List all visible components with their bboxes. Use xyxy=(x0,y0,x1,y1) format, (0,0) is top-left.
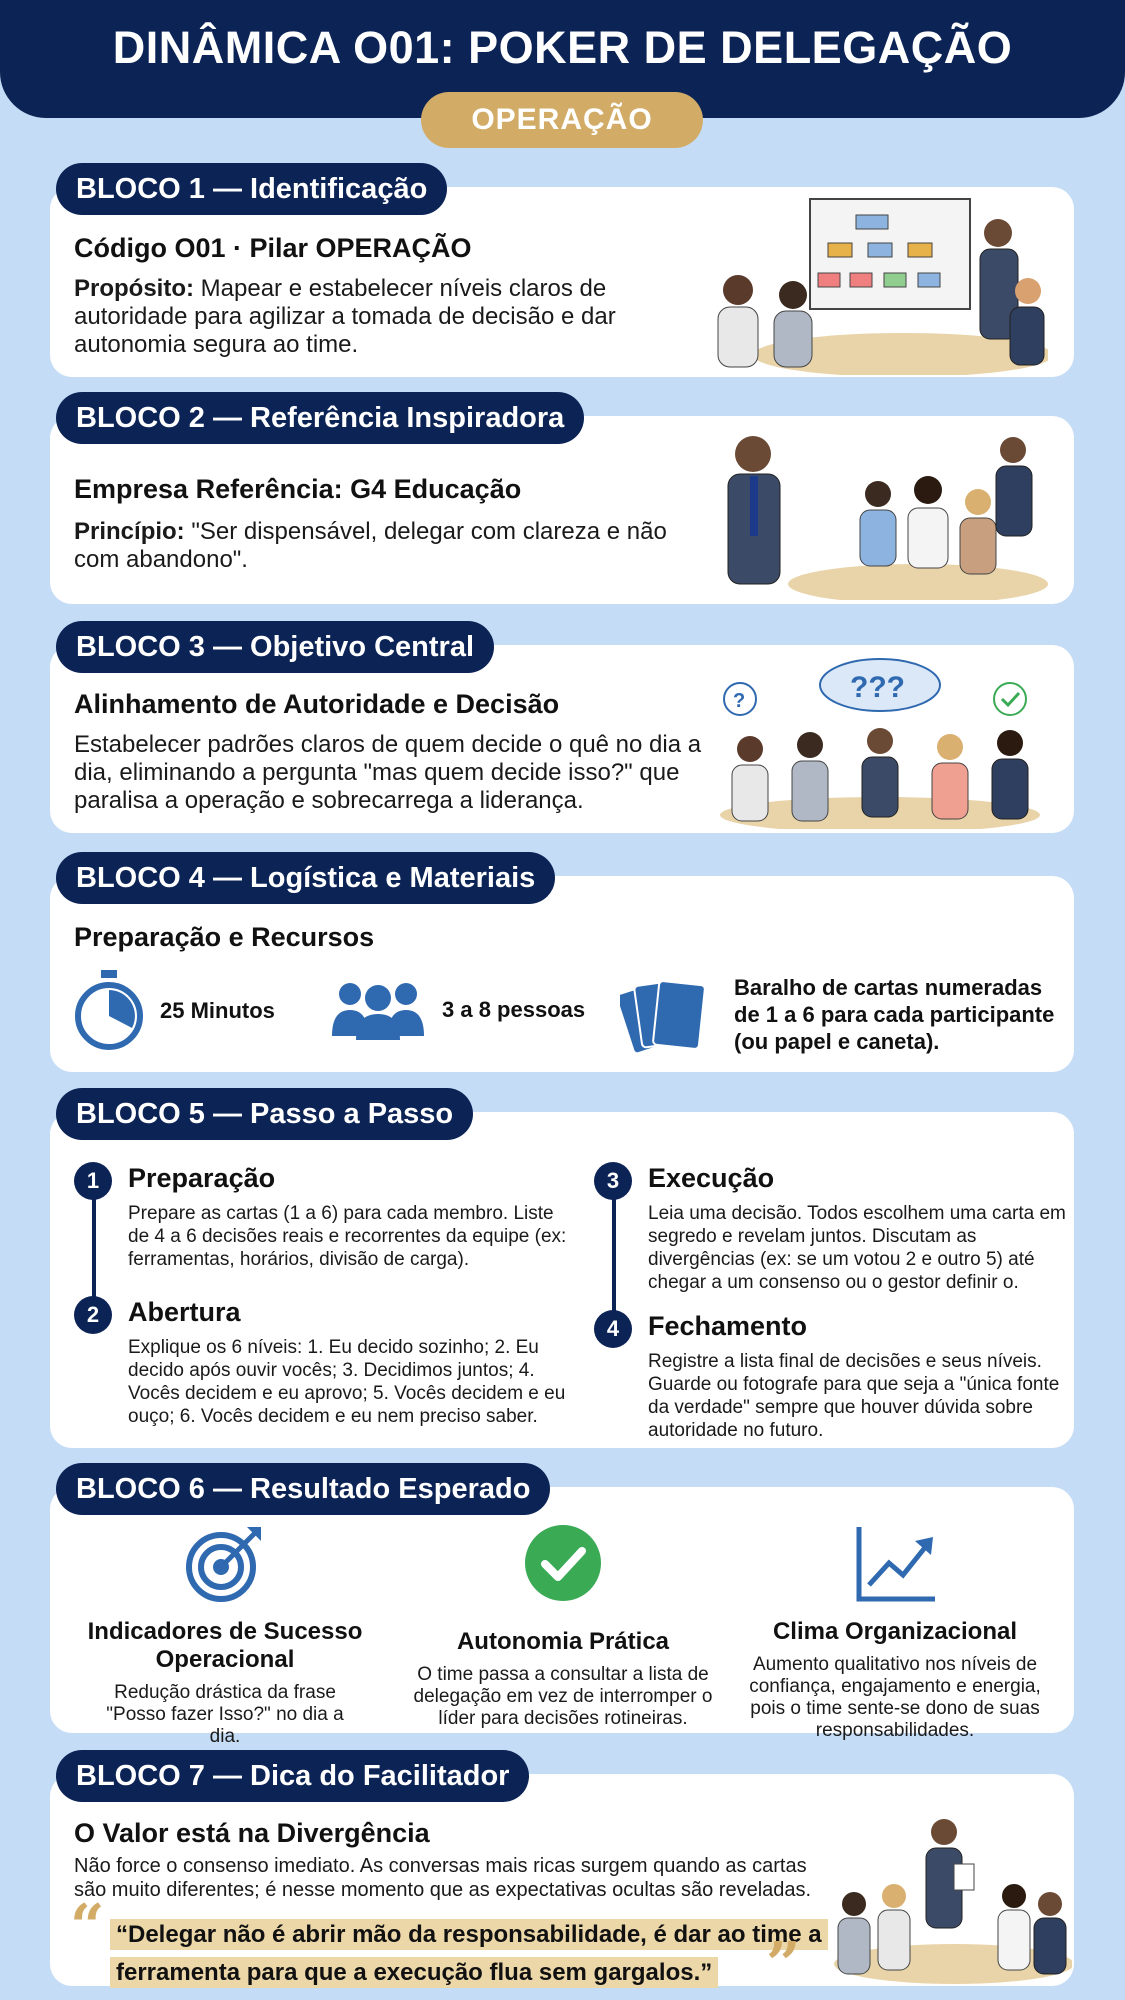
block5-card xyxy=(50,1112,1074,1448)
result-3-title: Clima Organizacional xyxy=(772,1618,1018,1645)
block4-tag: BLOCO 4 — Logística e Materiais xyxy=(56,852,555,904)
block2-card xyxy=(50,416,1074,604)
block4-card xyxy=(50,876,1074,1072)
step-2-number: 2 xyxy=(74,1296,112,1334)
result-1-title: Indicadores de Sucesso Operacional xyxy=(87,1618,363,1673)
facilitator-quote xyxy=(110,1916,870,1992)
open-quote-icon: “ xyxy=(70,1892,105,1962)
block7-tag: BLOCO 7 — Dica do Facilitador xyxy=(56,1750,529,1802)
block1-card xyxy=(50,187,1074,377)
block1-label: Propósito: xyxy=(74,275,194,302)
step-1-title: Preparação xyxy=(128,1163,276,1193)
question-team-illustration xyxy=(710,649,1050,829)
step-3-title: Execução xyxy=(648,1163,775,1193)
block1-text xyxy=(74,275,674,359)
result-3-text: Aumento qualitativo nos níveis de confiança, engajamento e energia, pois o time sente-se dono de suas responsabilidades. xyxy=(749,1654,1041,1741)
duration-label: 25 Minutos xyxy=(160,997,275,1023)
block1-title: Código O01 · Pilar OPERAÇÃO xyxy=(74,233,472,263)
svg-text:???: ??? xyxy=(850,671,905,704)
block3-title: Alinhamento de Autoridade e Decisão xyxy=(74,689,560,719)
result-1 xyxy=(60,1523,390,1748)
result-1-text: Redução drástica da frase "Posso fazer Isso?" no dia a dia. xyxy=(106,1682,344,1747)
duration-item xyxy=(72,968,275,1052)
result-2 xyxy=(398,1523,728,1730)
quote-text: “Delegar não é abrir mão da responsabilidade, é dar ao time a ferramenta para que a execução flua sem gargalos.” xyxy=(110,1919,828,1988)
step-3-number: 3 xyxy=(594,1162,632,1200)
svg-text:?: ? xyxy=(733,690,746,712)
block6-tag: BLOCO 6 — Resultado Esperado xyxy=(56,1463,550,1515)
step-1-text: Prepare as cartas (1 a 6) para cada membro. Liste de 4 a 6 decisões reais e recorrentes da equipe (ex: ferramentas, horários, divisão de carga). xyxy=(128,1203,567,1270)
close-quote-icon: ” xyxy=(766,1930,801,2000)
block2-title: Empresa Referência: G4 Educação xyxy=(74,474,522,504)
block1-tag: BLOCO 1 — Identificação xyxy=(56,163,447,215)
block2-label: Princípio: xyxy=(74,518,185,545)
block7-text: Não force o consenso imediato. As conversas mais ricas surgem quando as cartas são muito diferentes; é nesse momento que as expectativas ocultas são reveladas. xyxy=(74,1855,812,1901)
step-4-text: Registre a lista final de decisões e seus níveis. Guarde ou fotografe para que seja a "única fonte da verdade" sempre que houver dúvida sobre autoridade no futuro. xyxy=(648,1351,1060,1441)
block3-card xyxy=(50,645,1074,833)
growth-chart-icon xyxy=(853,1523,937,1603)
cards-icon xyxy=(620,975,720,1055)
block6-card xyxy=(50,1487,1074,1747)
block2-tag: BLOCO 2 — Referência Inspiradora xyxy=(56,392,584,444)
block3-text: Estabelecer padrões claros de quem decide o quê no dia a dia, eliminando a pergunta "mas quem decide isso?" que paralisa a operação e sobrecarrega a liderança. xyxy=(74,731,702,814)
block4-title: Preparação e Recursos xyxy=(74,922,375,952)
result-3 xyxy=(730,1523,1060,1742)
steps-connector-right xyxy=(612,1182,616,1322)
block1-body: Mapear e estabelecer níveis claros de autoridade para agilizar a tomada de decisão e dar autonomia segura ao time. xyxy=(74,275,616,358)
step-1-number: 1 xyxy=(74,1162,112,1200)
block7-card xyxy=(50,1774,1074,2000)
steps-connector-left xyxy=(92,1182,96,1308)
step-4-number: 4 xyxy=(594,1310,632,1348)
step-2-title: Abertura xyxy=(128,1297,241,1327)
facilitator-team-illustration xyxy=(824,1814,1072,1984)
page-title: DINÂMICA O01: POKER DE DELEGAÇÃO xyxy=(112,22,1013,73)
group-size-item xyxy=(328,976,585,1042)
team-meeting-illustration xyxy=(698,195,1048,375)
materials-item xyxy=(620,974,1064,1055)
step-3-text: Leia uma decisão. Todos escolhem uma carta em segredo e revelam juntos. Discutam as divergências (ex: se um votou 2 e outro 5) até chegar a um consenso ou o gestor definir o. xyxy=(648,1203,1066,1293)
pillar-badge: OPERAÇÃO xyxy=(421,92,703,148)
result-2-title: Autonomia Prática xyxy=(456,1628,670,1655)
leader-team-illustration xyxy=(698,424,1048,600)
target-icon xyxy=(185,1523,265,1603)
people-icon xyxy=(328,976,428,1042)
materials-label: Baralho de cartas numeradas de 1 a 6 para cada participante (ou papel e caneta). xyxy=(734,975,1055,1054)
stopwatch-icon xyxy=(72,968,146,1052)
block2-body: "Ser dispensável, delegar com clareza e não com abandono". xyxy=(74,518,667,573)
block7-title: O Valor está na Divergência xyxy=(74,1818,430,1848)
result-2-text: O time passa a consultar a lista de delegação em vez de interromper o líder para decisões rotineiras. xyxy=(413,1664,713,1729)
group-size-label: 3 a 8 pessoas xyxy=(442,996,586,1022)
step-2-text: Explique os 6 níveis: 1. Eu decido sozinho; 2. Eu decido após ouvir vocês; 3. Decidimos juntos; 4. Vocês decidem e eu aprovo; 5. Vocês decidem e eu ouço; 6. Vocês decidem e eu nem preciso saber. xyxy=(128,1337,566,1427)
block3-tag: BLOCO 3 — Objetivo Central xyxy=(56,621,494,673)
check-circle-icon xyxy=(523,1523,603,1603)
step-4-title: Fechamento xyxy=(648,1311,808,1341)
block2-text xyxy=(74,518,674,574)
block5-tag: BLOCO 5 — Passo a Passo xyxy=(56,1088,473,1140)
